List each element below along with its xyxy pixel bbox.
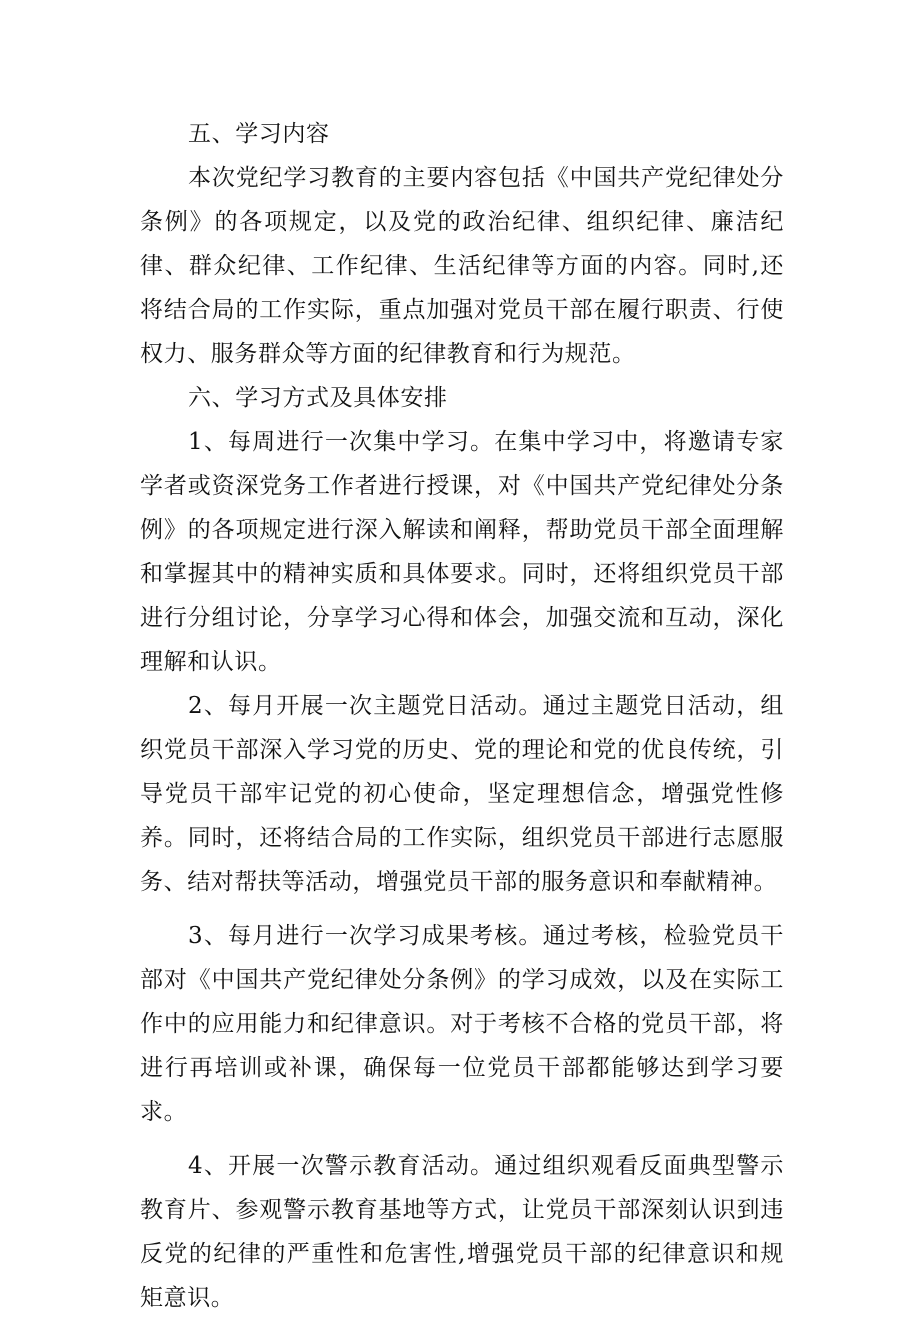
paragraph-item-4: 4、开展一次警示教育活动。通过组织观看反面典型警示教育片、参观警示教育基地等方式，让党员干部深刻认识到违反党的纪律的严重性和危害性,增强党员干部的纪律意识和规矩意识。: [140, 1153, 784, 1311]
paragraph-study-content: 本次党纪学习教育的主要内容包括《中国共产党纪律处分条例》的各项规定，以及党的政治纪律、组织纪律、廉洁纪律、群众纪律、工作纪律、生活纪律等方面的内容。同时,还将结合局的工作实际，重点加强对党员干部在履行职责、行使权力、服务群众等方面的纪律教育和行为规范。: [140, 165, 784, 367]
paragraph-item-3: 3、每月进行一次学习成果考核。通过考核，检验党员干部对《中国共产党纪律处分条例》的学习成效，以及在实际工作中的应用能力和纪律意识。对于考核不合格的党员干部，将进行再培训或补课，确保每一位党员干部都能够达到学习要求。: [140, 923, 784, 1125]
paragraph-item-1: 1、每周进行一次集中学习。在集中学习中，将邀请专家学者或资深党务工作者进行授课，对《中国共产党纪律处分条例》的各项规定进行深入解读和阐释，帮助党员干部全面理解和掌握其中的精神实质和具体要求。同时，还将组织党员干部进行分组讨论，分享学习心得和体会，加强交流和互动，深化理解和认识。: [140, 429, 784, 675]
section-heading-study-methods: 六、学习方式及具体安排: [188, 385, 448, 411]
section-heading-study-content: 五、学习内容: [188, 121, 330, 147]
document-body: [140, 112, 784, 1320]
paragraph-item-2: 2、每月开展一次主题党日活动。通过主题党日活动，组织党员干部深入学习党的历史、党的理论和党的优良传统，引导党员干部牢记党的初心使命，坚定理想信念，增强党性修养。同时，还将结合局的工作实际，组织党员干部进行志愿服务、结对帮扶等活动，增强党员干部的服务意识和奉献精神。: [140, 693, 784, 895]
